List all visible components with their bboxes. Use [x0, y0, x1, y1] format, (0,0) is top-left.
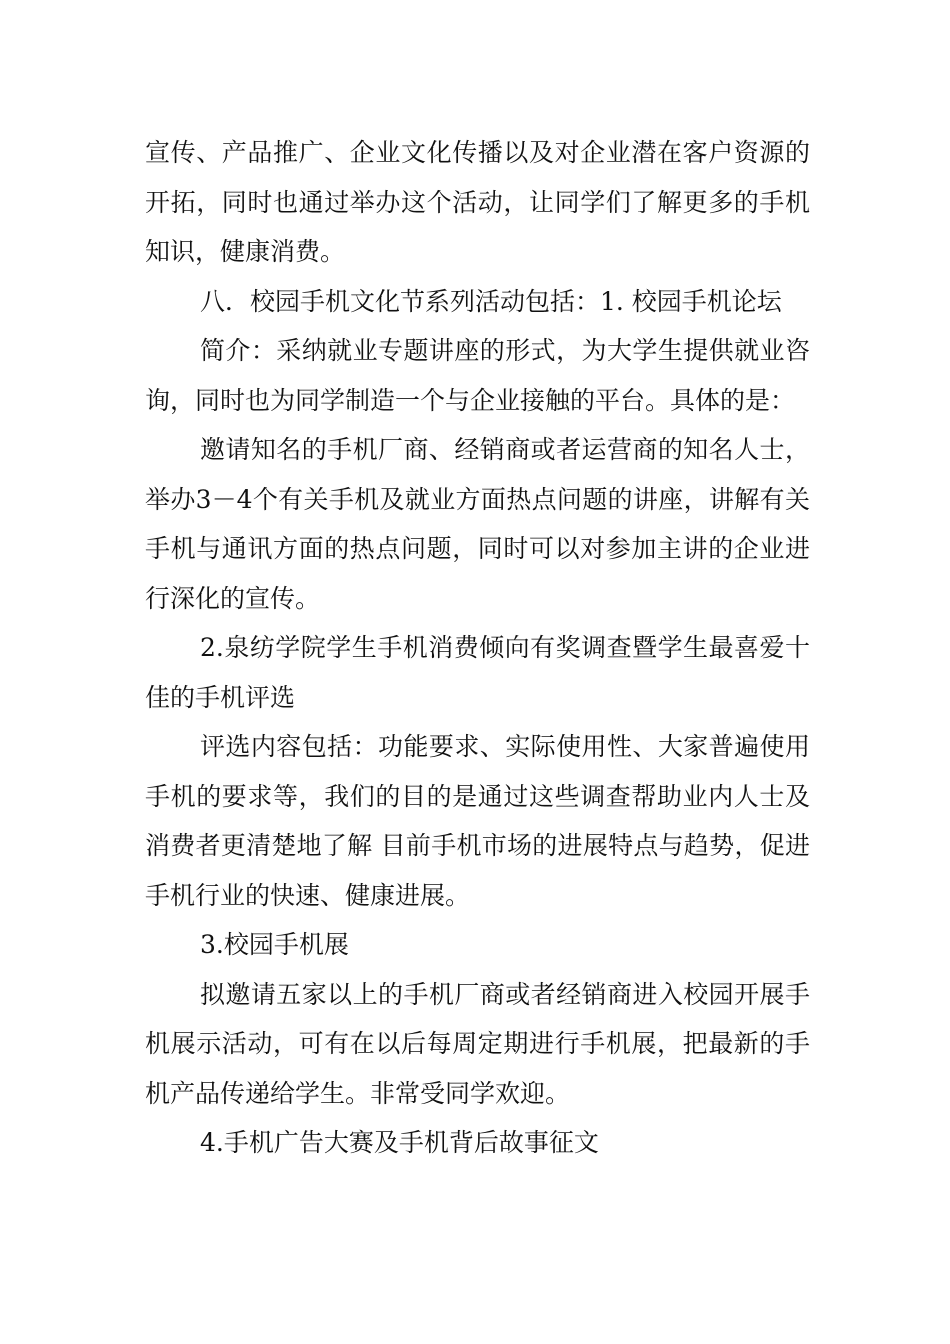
paragraph-item-three-heading: 3.校园手机展 [200, 930, 349, 959]
paragraph-section-eight-heading: 八．校园手机文化节系列活动包括：1. 校园手机论坛 [200, 286, 782, 316]
paragraph-item-four-heading: 4.手机广告大赛及手机背后故事征文 [200, 1128, 599, 1157]
paragraph-item-two-details: 评选内容包括：功能要求、实际使用性、大家普遍使用手机的要求等，我们的目的是通过这些调查帮助业内人士及消费者更清楚地了解 目前手机市场的进展特点与趋势，促进手机行业的快速、健康进展。 [145, 732, 810, 910]
paragraph-intro-continuation: 宣传、产品推广、企业文化传播以及对企业潜在客户资源的开拓，同时也通过举办这个活动，让同学们了解更多的手机知识，健康消费。 [145, 138, 810, 266]
paragraph-forum-summary: 简介：采纳就业专题讲座的形式，为大学生提供就业咨询，同时也为同学制造一个与企业接触的平台。具体的是： [145, 336, 810, 415]
paragraph-item-two-heading: 2.泉纺学院学生手机消费倾向有奖调查暨学生最喜爱十佳的手机评选 [145, 633, 810, 712]
document-page [145, 128, 810, 1168]
paragraph-forum-details: 邀请知名的手机厂商、经销商或者运营商的知名人士，举办3－4个有关手机及就业方面热点问题的讲座，讲解有关手机与通讯方面的热点问题，同时可以对参加主讲的企业进行深化的宣传。 [145, 435, 810, 613]
paragraph-item-three-details: 拟邀请五家以上的手机厂商或者经销商进入校园开展手机展示活动，可有在以后每周定期进行手机展，把最新的手机产品传递给学生。非常受同学欢迎。 [145, 979, 810, 1108]
